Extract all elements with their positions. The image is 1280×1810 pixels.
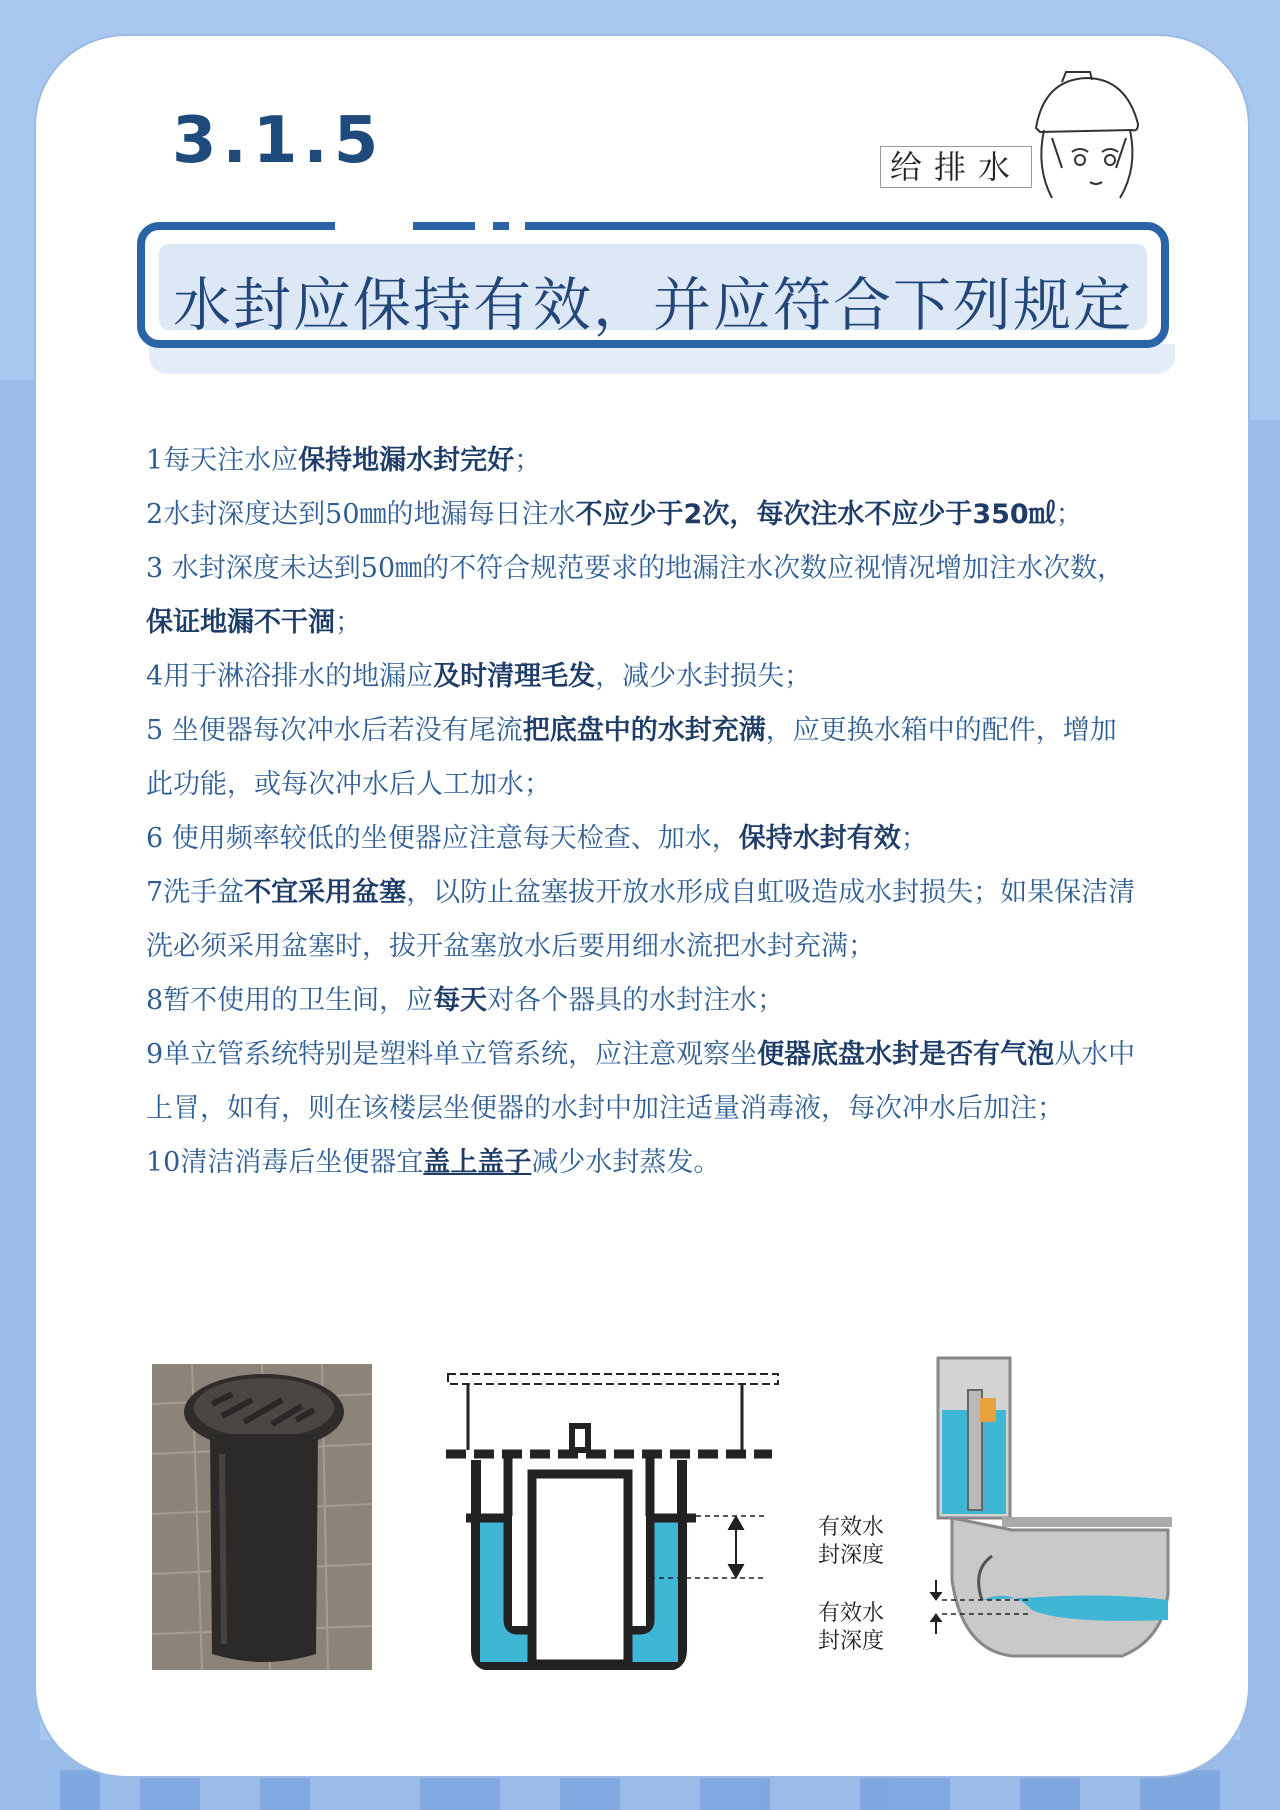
rule-item: 6 使用频率较低的坐便器应注意每天检查、加水，保持水封有效；: [146, 823, 928, 854]
section-number: 3.1.5: [172, 104, 385, 178]
rule-item: 10清洁消毒后坐便器宜盖上盖子减少水封蒸发。: [146, 1147, 721, 1178]
banner-gap: [475, 220, 493, 234]
toilet-diagram: [922, 1350, 1172, 1670]
rule-item: 2水封深度达到50㎜的地漏每日注水不应少于2次，每次注水不应少于350㎖；: [146, 499, 1083, 530]
toilet-label: 有效水封深度: [818, 1601, 885, 1654]
rules-list: [146, 434, 1136, 1190]
floor-drain-photo: [152, 1364, 372, 1670]
rule-item: 7洗手盆不宜采用盆塞，以防止盆塞拔开放水形成自虹吸造成水封损失；如果保洁清洗必须采用盆塞时，拔开盆塞放水后要用细水流把水封充满；: [146, 877, 1136, 962]
page-title: 水封应保持有效，并应符合下列规定: [172, 271, 1133, 339]
title-banner: [137, 222, 1169, 348]
brand-logo: [876, 68, 1140, 208]
rule-item: 9单立管系统特别是塑料单立管系统，应注意观察坐便器底盘水封是否有气泡从水中上冒，如有，则在该楼层坐便器的水封中加注适量消毒液，每次冲水后加注；: [146, 1039, 1136, 1124]
rule-item: 3 水封深度未达到50㎜的不符合规范要求的地漏注水次数应视情况增加注水次数，保证地漏不干涸；: [146, 553, 1125, 638]
diagram-label: 有效水封深度: [818, 1515, 885, 1568]
brand-label: 给排水: [880, 146, 1032, 188]
rule-item: 1每天注水应保持地漏水封完好；: [146, 445, 542, 476]
water-seal-diagram: [436, 1360, 856, 1670]
banner-gap: [509, 220, 525, 234]
banner-gap: [335, 220, 413, 234]
rule-item: 4用于淋浴排水的地漏应及时清理毛发，减少水封损失；: [146, 661, 812, 692]
title-shadow: [149, 344, 1175, 374]
rule-item: 8暂不使用的卫生间，应每天对各个器具的水封注水；: [146, 985, 785, 1016]
rule-item: 5 坐便器每次冲水后若没有尾流把底盘中的水封充满，应更换水箱中的配件，增加此功能，或每次冲水后人工加水；: [146, 715, 1117, 800]
